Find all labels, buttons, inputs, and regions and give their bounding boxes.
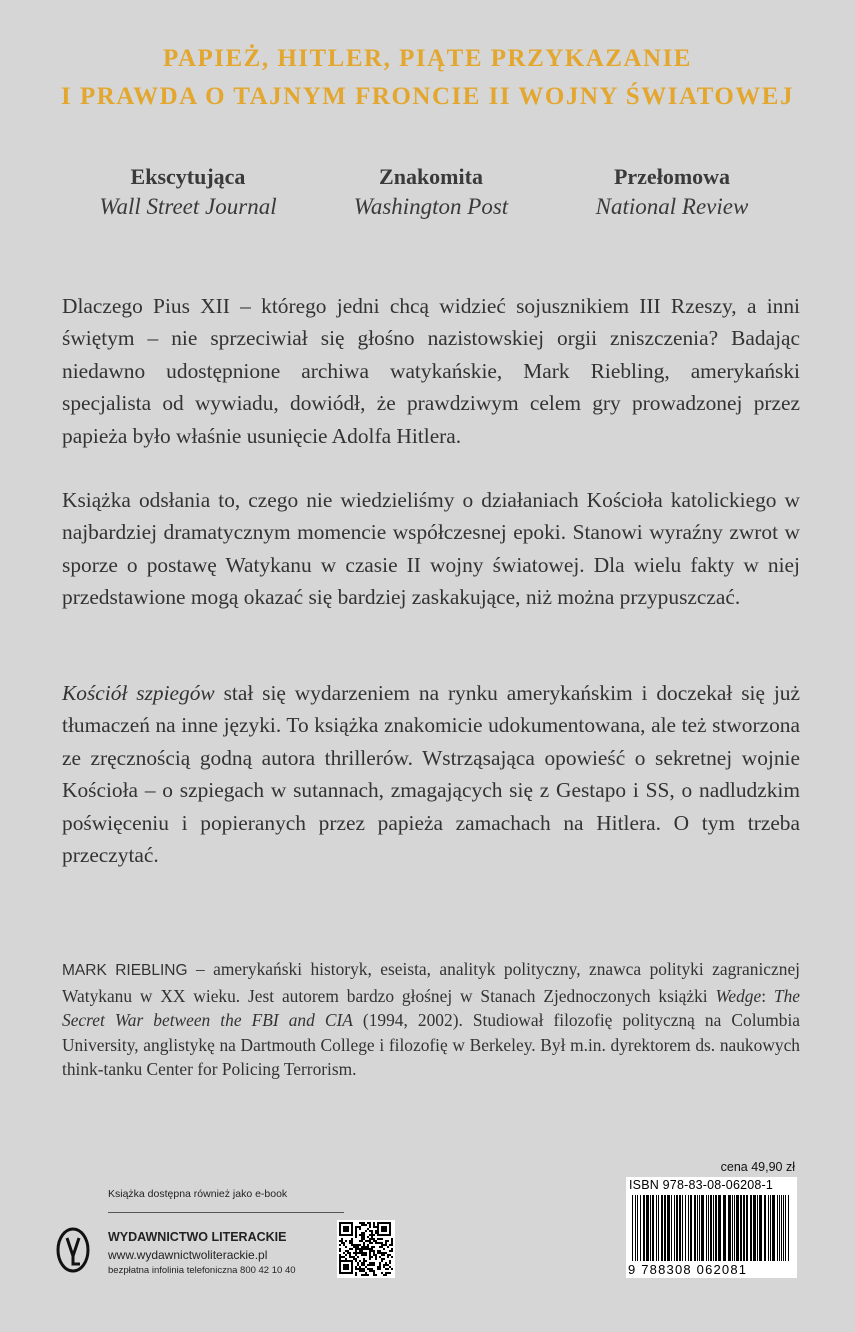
paragraph-text: Książka odsłania to, czego nie wiedzieliśmy o działaniach Kościoła katolickiego w najbardziej dramatycznym momencie współczesnej epoki. Stanowi wyraźny zwrot w sporze o postawę Watykanu w czasie II wojny światowej. Dla wielu fakty w niej przedstawione mogą okazać się bardziej zaskakujące, niż można przypuszczać.: [62, 488, 800, 610]
isbn-text: ISBN 978-83-08-06208-1: [629, 1178, 774, 1192]
publisher-phone: bezpłatna infolinia telefoniczna 800 42 10 40: [108, 1265, 296, 1276]
headline: [0, 40, 855, 116]
bio-text: (1994, 2002). Studiował filozofię polityczną na Columbia University, anglistykę na Dartmouth College i filozofię w Berkeley. Był m.in. dyrektorem ds. naukowych think-tanku Center for Policing Terrorism.: [62, 1010, 800, 1080]
divider: [108, 1212, 344, 1213]
author-bio: [62, 957, 800, 1082]
publisher-block: [56, 1188, 306, 1276]
bio-text: – amerykański historyk, eseista, analityk polityczny, znawca polityki zagranicznej Watykanu w XX wieku. Jest autorem bardzo głośnej w Stanach Zjednoczonych książki: [62, 959, 800, 1006]
publisher-logo-icon: [56, 1226, 90, 1274]
headline-line-2: I PRAWDA O TAJNYM FRONCIE II WOJNY ŚWIATOWEJ: [61, 83, 794, 110]
paragraph-text: stał się wydarzeniem na rynku amerykańskim i doczekał się już tłumaczeń na inne języki. To książka znakomicie udokumentowana, ale też stworzona ze zręcznością godną autora thrillerów. Wstrząsająca opowieść o sekretnej wojnie Kościoła – o szpiegach w sutannach, zmagających się z Gestapo i SS, o nadludzkim poświęceniu i popieranych przez papieża zamachach na Hitlera. O tym trzeba przeczytać.: [62, 681, 800, 868]
review-source: Wall Street Journal: [99, 194, 277, 219]
review-source: Washington Post: [353, 194, 509, 219]
blurb-paragraph-3: [62, 677, 800, 871]
ebook-note: Książka dostępna również jako e-book: [108, 1188, 288, 1200]
headline-line-1: PAPIEŻ, HITLER, PIĄTE PRZYKAZANIE: [163, 45, 692, 72]
review-word: Znakomita: [379, 164, 483, 189]
price-barcode: [626, 1160, 797, 1278]
publisher-url[interactable]: www.wydawnictwoliterackie.pl: [108, 1248, 268, 1262]
review-3: [542, 162, 802, 222]
review-word: Przełomowa: [613, 164, 731, 189]
qr-code-icon[interactable]: [337, 1220, 395, 1278]
review-1: [58, 162, 318, 222]
blurb-paragraph-2: [62, 484, 800, 614]
review-2: [301, 162, 561, 222]
bio-text: :: [761, 985, 774, 1006]
barcode-bars: [630, 1195, 793, 1261]
blurb-paragraph-1: [62, 290, 800, 452]
author-name: MARK RIEBLING: [62, 962, 188, 979]
review-word: Ekscytująca: [130, 164, 246, 189]
book-title: Kościół szpiegów: [62, 681, 215, 705]
barcode: [626, 1177, 797, 1278]
publisher-name: WYDAWNICTWO LITERACKIE: [108, 1230, 287, 1244]
price-label: cena 49,90 zł: [720, 1160, 795, 1174]
review-source: National Review: [595, 194, 749, 219]
ean-digits: 9 788308 062081: [628, 1262, 748, 1277]
bio-book-subtitle: The Secret War between the FBI and CIA: [62, 985, 800, 1031]
paragraph-text: Dlaczego Pius XII – którego jedni chcą widzieć sojusznikiem III Rzeszy, a inni świętym – nie sprzeciwiał się głośno nazistowskiej orgii zniszczenia? Badając niedawno udostępnione archiwa watykańskie, Mark Riebling, amerykański specjalista od wywiadu, dowiódł, że prawdziwym celem gry prowadzonej przez papieża było właśnie usunięcie Adolfa Hitlera.: [62, 294, 800, 448]
bio-book-title: Wedge: [715, 985, 762, 1006]
